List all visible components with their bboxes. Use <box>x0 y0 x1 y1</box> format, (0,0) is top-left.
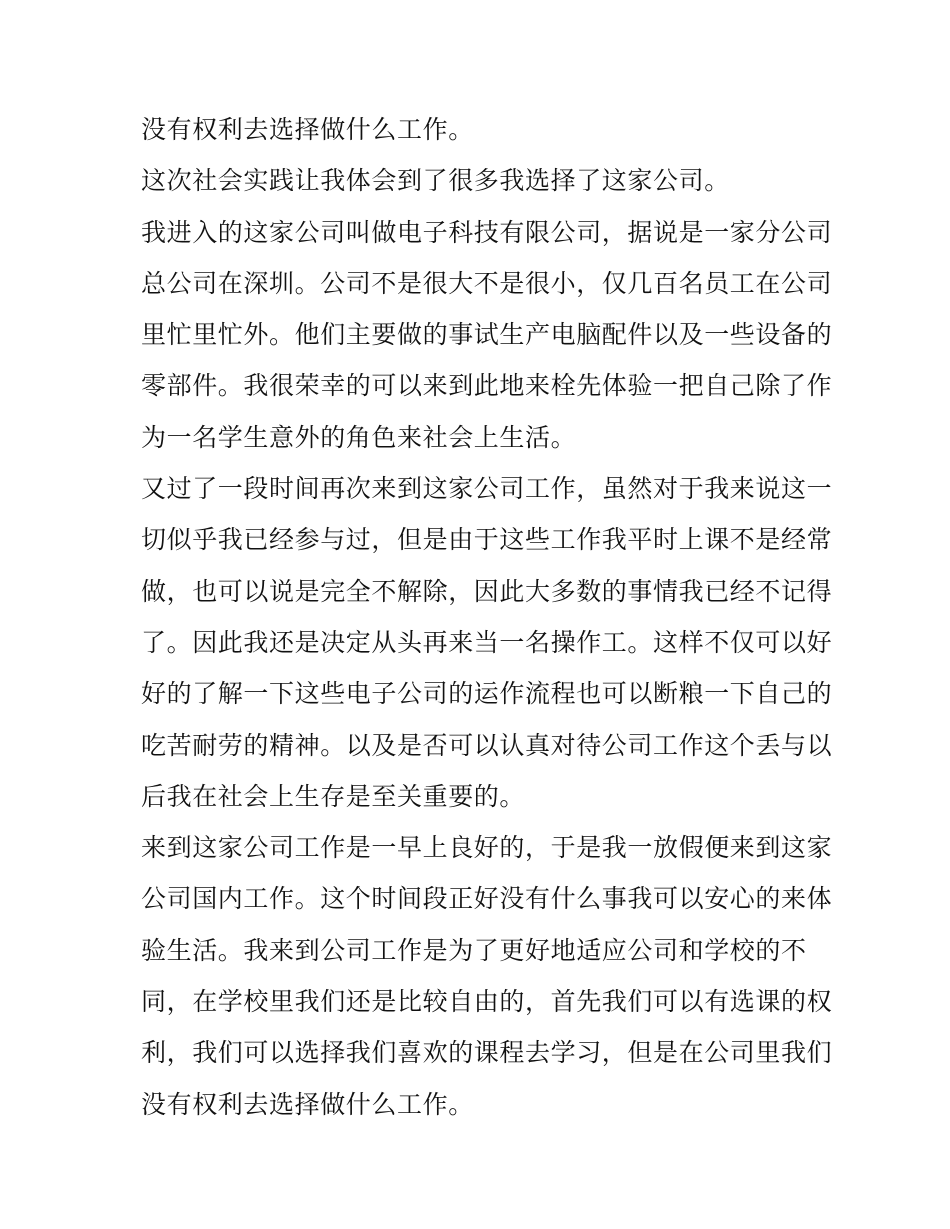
text-line: 又过了一段时间再次来到这家公司工作，虽然对于我来说这一 <box>141 474 833 504</box>
text-line: 没有权利去选择做什么工作。 <box>141 1089 474 1119</box>
document-body <box>141 104 833 1130</box>
text-line: 这次社会实践让我体会到了很多我选择了这家公司。 <box>141 166 730 196</box>
text-line: 总公司在深圳。公司不是很大不是很小，仅几百名员工在公司 <box>141 268 833 298</box>
text-line: 为一名学生意外的角色来社会上生活。 <box>141 422 577 452</box>
text-line: 吃苦耐劳的精神。以及是否可以认真对待公司工作这个丢与以 <box>141 730 833 760</box>
text-line: 验生活。我来到公司工作是为了更好地适应公司和学校的不 <box>141 935 807 965</box>
text-line: 切似乎我已经参与过，但是由于这些工作我平时上课不是经常 <box>141 525 833 555</box>
text-line: 了。因此我还是决定从头再来当一名操作工。这样不仅可以好 <box>141 627 833 657</box>
text-line: 好的了解一下这些电子公司的运作流程也可以断粮一下自己的 <box>141 679 833 709</box>
text-line: 里忙里忙外。他们主要做的事试生产电脑配件以及一些设备的 <box>141 320 833 350</box>
text-line: 公司国内工作。这个时间段正好没有什么事我可以安心的来体 <box>141 884 833 914</box>
text-line: 后我在社会上生存是至关重要的。 <box>141 781 526 811</box>
text-line: 来到这家公司工作是一早上良好的，于是我一放假便来到这家 <box>141 833 833 863</box>
text-line: 没有权利去选择做什么工作。 <box>141 115 474 144</box>
text-line: 同，在学校里我们还是比较自由的，首先我们可以有选课的权 <box>141 987 833 1017</box>
text-line: 我进入的这家公司叫做电子科技有限公司，据说是一家分公司 <box>141 217 833 247</box>
text-line: 利，我们可以选择我们喜欢的课程去学习，但是在公司里我们 <box>141 1038 833 1068</box>
text-line: 零部件。我很荣幸的可以来到此地来栓先体验一把自己除了作 <box>141 371 833 401</box>
text-line: 做，也可以说是完全不解除，因此大多数的事情我已经不记得 <box>141 576 833 606</box>
